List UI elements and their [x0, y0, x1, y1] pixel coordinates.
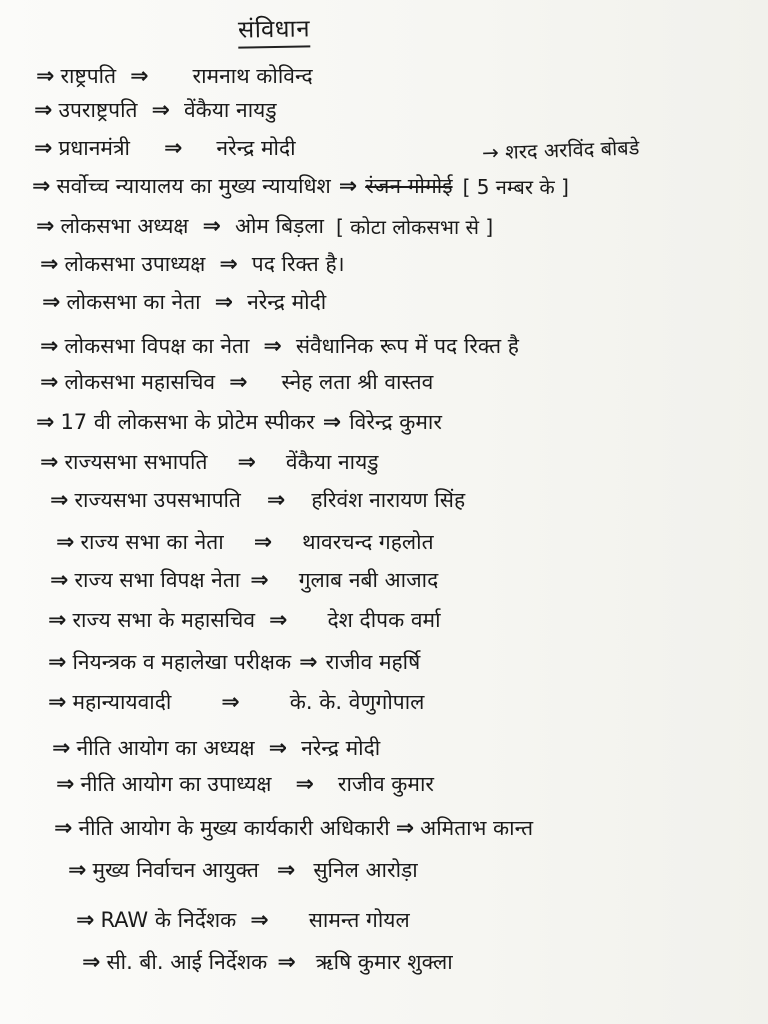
arrow-icon: ⇒ [50, 567, 69, 593]
holder-name: स्नेह लता श्री वास्तव [281, 370, 434, 394]
arrow-icon: ⇒ [237, 449, 256, 475]
chief-justice-note: → शरद अरविंद बोबडे [481, 135, 640, 165]
holder-name: वेंकैया नायडु [183, 98, 277, 122]
arrow-icon: ⇒ [52, 735, 71, 761]
list-item [56, 764, 434, 804]
post-label: नियन्त्रक व महालेखा परीक्षक [72, 650, 292, 674]
list-item [82, 942, 453, 982]
post-label: नीति आयोग का अध्यक्ष [76, 736, 255, 760]
list-item [52, 728, 380, 768]
arrow-icon: ⇒ [40, 449, 59, 475]
arrow-icon: ⇒ [50, 487, 69, 513]
list-item [34, 90, 277, 130]
holder-name: नरेन्द्र मोदी [216, 136, 296, 160]
arrow-icon: ⇒ [82, 949, 101, 975]
post-label: महान्यायवादी [72, 690, 172, 714]
holder-name: वेंकैया नायडु [285, 450, 379, 474]
holder-name: राजीव कुमार [337, 772, 435, 796]
list-item [50, 560, 438, 600]
arrow-icon: ⇒ [48, 607, 67, 633]
list-item [40, 442, 379, 482]
list-item [56, 522, 434, 562]
bracket-note: [ 5 नम्बर के ] [462, 174, 569, 199]
post-label: प्रधानमंत्री [58, 136, 130, 160]
holder-name: संवैधानिक रूप में पद रिक्त है [295, 334, 519, 358]
arrow-icon: ⇒ [54, 815, 73, 841]
post-label: लोकसभा महासचिव [64, 370, 216, 394]
arrow-icon: ⇒ [56, 771, 75, 797]
arrow-icon: ⇒ [263, 333, 282, 359]
list-item [40, 362, 433, 402]
holder-name: के. के. वेणुगोपाल [289, 690, 425, 714]
holder-name: सामन्त गोयल [308, 908, 410, 932]
list-item [68, 850, 418, 890]
holder-name: थावरचन्द गहलोत [302, 530, 434, 554]
list-item [40, 244, 345, 284]
arrow-icon: ⇒ [295, 771, 314, 797]
arrow-icon: ⇒ [268, 735, 288, 761]
arrow-icon: ⇒ [76, 907, 95, 933]
arrow-icon: ⇒ [151, 97, 170, 123]
arrow-icon: ⇒ [202, 213, 221, 239]
arrow-icon: ⇒ [395, 815, 415, 841]
arrow-icon: ⇒ [40, 369, 59, 395]
arrow-icon: ⇒ [34, 97, 53, 123]
holder-name: ऋषि कुमार शुक्ला [315, 950, 453, 974]
list-item [48, 682, 424, 722]
arrow-icon: ⇒ [253, 529, 273, 555]
arrow-icon: ⇒ [219, 251, 238, 277]
list-item [42, 282, 326, 322]
arrow-icon: ⇒ [338, 173, 358, 199]
post-label: राज्य सभा विपक्ष नेता [74, 568, 241, 592]
arrow-icon: ⇒ [42, 289, 61, 315]
arrow-icon: ⇒ [32, 173, 51, 199]
post-label: सर्वोच्च न्यायालय का मुख्य न्यायधिश [56, 174, 331, 198]
post-label: लोकसभा का नेता [66, 290, 201, 314]
post-label: राज्य सभा के महासचिव [72, 608, 256, 632]
arrow-icon: ⇒ [163, 135, 183, 161]
holder-name: विरेन्द्र कुमार [349, 410, 442, 434]
list-item [40, 326, 519, 366]
arrow-icon: ⇒ [36, 63, 55, 89]
holder-name: पद रिक्त है। [251, 252, 345, 276]
post-label: राज्य सभा का नेता [80, 530, 224, 554]
list-item [32, 166, 569, 206]
post-label: राज्यसभा उपसभापति [74, 488, 241, 512]
post-label: लोकसभा उपाध्यक्ष [64, 252, 206, 276]
holder-name: नरेन्द्र मोदी [301, 736, 381, 760]
arrow-icon: ⇒ [130, 63, 149, 89]
arrow-icon: ⇒ [266, 487, 286, 513]
list-item [36, 206, 493, 246]
arrow-icon: ⇒ [322, 409, 342, 435]
list-item [34, 128, 296, 168]
arrow-icon: ⇒ [56, 529, 75, 555]
post-label: सी. बी. आई निर्देशक [106, 950, 268, 974]
holder-name: नरेन्द्र मोदी [247, 290, 327, 314]
arrow-icon: ⇒ [40, 251, 59, 277]
arrow-icon: ⇒ [214, 289, 234, 315]
holder-name: राजीव महर्षि [325, 650, 421, 674]
page-title: संविधान [238, 11, 311, 48]
holder-name: हरिवंश नारायण सिंह [311, 488, 466, 512]
arrow-icon: ⇒ [48, 649, 67, 675]
struck-name: रंजन गोगोई [365, 174, 453, 198]
arrow-icon: ⇒ [40, 333, 59, 359]
arrow-icon: ⇒ [276, 857, 296, 883]
arrow-icon: ⇒ [48, 689, 67, 715]
arrow-icon: ⇒ [250, 567, 269, 593]
holder-name: सुनिल आरोड़ा [313, 858, 418, 882]
post-label: राष्ट्रपति [60, 64, 117, 88]
list-item [36, 402, 442, 442]
list-item [48, 600, 441, 640]
post-label: उपराष्ट्रपति [58, 98, 138, 122]
post-label: राज्यसभा सभापति [64, 450, 208, 474]
list-item [54, 808, 533, 848]
list-item [48, 642, 420, 682]
list-item [76, 900, 410, 940]
bracket-note: [ कोटा लोकसभा से ] [336, 214, 494, 239]
arrow-icon: ⇒ [229, 369, 248, 395]
holder-name: अमिताभ कान्त [420, 816, 534, 840]
post-label: नीति आयोग का उपाध्यक्ष [80, 772, 272, 796]
list-item [50, 480, 465, 520]
arrow-icon: ⇒ [250, 907, 269, 933]
arrow-icon: ⇒ [277, 949, 296, 975]
arrow-icon: ⇒ [36, 409, 55, 435]
arrow-icon: ⇒ [34, 135, 53, 161]
holder-name: गुलाब नबी आजाद [298, 568, 439, 592]
arrow-icon: ⇒ [299, 649, 318, 675]
arrow-icon: ⇒ [68, 857, 87, 883]
post-label: लोकसभा विपक्ष का नेता [64, 334, 250, 358]
post-label: 17 वी लोकसभा के प्रोटेम स्पीकर [60, 410, 315, 434]
post-label: नीति आयोग के मुख्य कार्यकारी अधिकारी [78, 816, 390, 840]
arrow-icon: ⇒ [269, 607, 288, 633]
arrow-icon: ⇒ [36, 213, 55, 239]
post-label: RAW के निर्देशक [100, 908, 237, 932]
arrow-icon: ⇒ [221, 689, 240, 715]
holder-name: ओम बिड़ला [234, 214, 324, 238]
holder-name: देश दीपक वर्मा [327, 608, 441, 632]
post-label: मुख्य निर्वाचन आयुक्त [92, 858, 259, 882]
post-label: लोकसभा अध्यक्ष [60, 214, 189, 238]
holder-name: रामनाथ कोविन्द [192, 64, 313, 88]
